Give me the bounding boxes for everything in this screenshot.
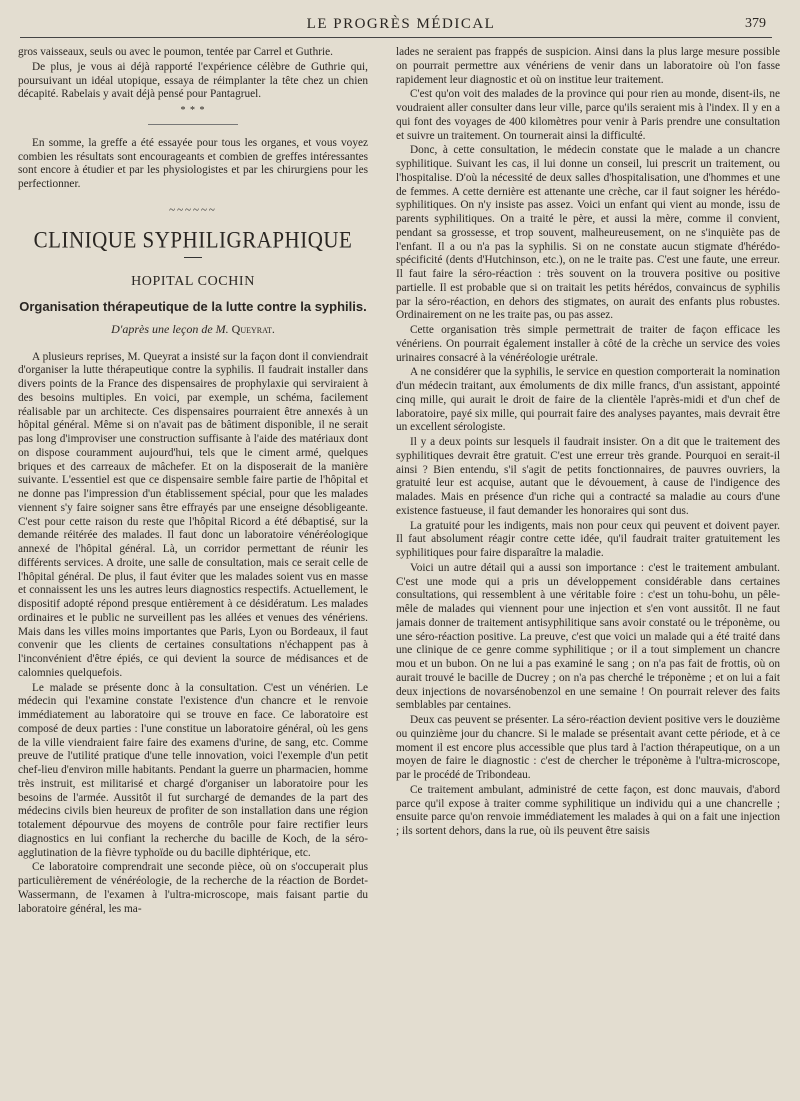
paragraph: Ce traitement ambulant, administré de cette façon, est donc mauvais, d'abord parce qu'il expose à traiter comme syphilitique un individu qui a une chancrelle ; ensuite parce qu'on renvoie immédiatement les malades à qui on a fait une injection ; ils sortent dehors, dans la rue, où ils peuvent être saisis bbox=[396, 783, 780, 837]
divider bbox=[148, 124, 238, 125]
journal-title: LE PROGRÈS MÉDICAL bbox=[306, 16, 496, 32]
byline bbox=[18, 323, 368, 337]
paragraph: C'est qu'on voit des malades de la province qui pour rien au monde, disent-ils, ne voudraient aller consulter dans leur ville, parce qu'ils seraient mis à l'index. Il y en a qui font des voyages de 400 kilomètres pour venir à Paris prendre une consultation et suivre un traitement. On tournerait ainsi la difficulté. bbox=[396, 88, 780, 142]
section-title: CLINIQUE SYPHILIGRAPHIQUE bbox=[33, 225, 353, 253]
paragraph: Voici un autre détail qui a aussi son importance : c'est le traitement ambulant. C'est une mode qui a pris un développement considérable dans certaines consultations, qui ressemblent à une véritable foire : c'est un tohu-bohu, un pêle-mêle de malades qui viennent pour une injection et s'en vont aussitôt. Il ne faut jamais donner de traitement antisyphilitique sans avoir constaté ou le tréponème, ou une séro-réaction positive. La preuve, c'est que voici un malade qui a été traité dans une clinique de ce genre comme syphilitique ; or il a tout simplement un chancre mou et un bubon. On ne lui a pas examiné le sang ; on n'a pas fait de frottis, où on aurait trouvé le bacille de Ducrey ; on n'a pas cherché le tréponème ; et on lui a fait deux injections de novarsénobenzol en une semaine ! On pourrait relever des faits semblables par centaines. bbox=[396, 561, 780, 712]
section-stars: * * * bbox=[180, 105, 206, 116]
hospital-name: HOPITAL COCHIN bbox=[131, 274, 255, 289]
paragraph: Deux cas peuvent se présenter. La séro-réaction devient positive vers le douzième ou quinzième jour du chancre. Si le malade se présentait avant cette période, et à ce moment il est encore plus accessible que plus tard à l'action thérapeutique, on a un moyen de faire le diagnostic : c'est de chercher le tréponème à l'ultra-microscope, par le procédé de Tribondeau. bbox=[396, 714, 780, 781]
right-column bbox=[396, 46, 780, 1086]
page-number: 379 bbox=[745, 16, 766, 31]
paragraph: gros vaisseaux, seuls ou avec le poumon, tentée par Carrel et Guthrie. bbox=[18, 46, 333, 58]
ornament-divider: ~~~~~~ bbox=[169, 203, 217, 216]
byline-author: Queyrat. bbox=[231, 321, 275, 336]
paragraph: De plus, je vous ai déjà rapporté l'expérience célèbre de Guthrie qui, poursuivant un idéal utopique, essaya de réimplanter la tête chez un chien décapité. Rabelais y avait déjà pensé pour Pantagruel. bbox=[18, 60, 368, 101]
paragraph: Il y a deux points sur lesquels il faudrait insister. On a dit que le traitement des syphilitiques devrait être gratuit. C'est une erreur très grande. Pourquoi en serait-il ainsi ? Bien entendu, s'il s'agit de petits fonctionnaires, de pauvres ouvriers, la gratuité leur est acquise, autant que le dévouement, à cause de l'indigence des malades. Mais en présence d'un riche qui a contracté sa maladie au cours d'une existence fastueuse, il faut demander les honoraires qui sont dus. bbox=[396, 436, 780, 517]
header-rule bbox=[20, 37, 772, 38]
paragraph: A plusieurs reprises, M. Queyrat a insisté sur la façon dont il conviendrait d'organiser la lutte thérapeutique contre la syphilis. Il faudrait installer dans divers points de la France des dispensaires de prophylaxie qui serviraient à des besoins multiples. En voici, par exemple, un schéma, facilement réalisable par un architecte. Ces dispensaires pourraient être annexés à un hôpital général. Même si on n'avait pas de bâtiment disponible, il ne serait pas long d'improviser une construction suffisante à l'aide des matériaux dont on dispose couramment aujourd'hui, tels que le ciment armé, quelques briques et des carreaux de mâchefer. Et on la disposerait de la manière suivante. L'essentiel est que ce dispensaire semble faire partie de l'hôpital et ne donne pas l'impression d'un établissement spécial, pour que les malades viennent s'y faire soigner sans être effrayés par une enseigne désobligeante. C'est pour cette raison du reste que l'hôpital Ricord a été débaptisé, sur la demande réitérée des malades. Il faut donc un laboratoire vénéréologique annexé de l'hôpital général. Là, un corridor permettant de réunir les différents services. A droite, une salle de consultation, mais ce serait celle de l'hôpital général. De plus, il faut éviter que les malades soient vus en masse et connaissent les uns les autres leurs diagnostics respectifs. Actuellement, le dispositif adopté répond presque entièrement à ce désidératum. Les malades ordinaires et le public ne surveillent pas les allées et venues des vénériens. Mais dans les villes moins importantes que Paris, Lyon ou Bordeaux, il faut convenir que les clients de certaines consultations n'échappent pas à l'inconvénient d'être épiés, ce qui devient la source de médisances et de calomnies quelquefois. bbox=[18, 350, 368, 679]
paragraph: Cette organisation très simple permettrait de traiter de façon efficace les vénériens. On pourrait également installer à côté de la crèche un service des voies urinaires consacré à la vénéréologie urétrale. bbox=[396, 324, 780, 364]
paragraph: Ce laboratoire comprendrait une seconde pièce, où on s'occuperait plus particulièrement de vénéréologie, de la recherche de la réaction de Bordet-Wassermann, de l'examen à l'ultra-microscope, mais faisant partie du laboratoire général, les ma- bbox=[18, 861, 368, 915]
left-column bbox=[18, 46, 368, 1086]
article-title: Organisation thérapeutique de la lutte contre la syphilis. bbox=[19, 298, 367, 314]
paragraph: lades ne seraient pas frappés de suspicion. Ainsi dans la plus large mesure possible on pourrait permettre aux vénériens de venir dans un laboratoire où l'on fasse rapidement leur diagnostic et où on institue leur traitement. bbox=[396, 46, 780, 86]
paragraph: La gratuité pour les indigents, mais non pour ceux qui peuvent et doivent payer. Il faut absolument réagir contre cette idée, qu'il faudrait traiter gratuitement les syphilitiques pour faire disparaître la maladie. bbox=[396, 519, 780, 559]
running-header bbox=[30, 12, 772, 36]
paragraph: Le malade se présente donc à la consultation. C'est un vénérien. Le médecin qui l'examine constate l'existence d'un chancre et le renvoie immédiatement au laboratoire qui se trouve en face. Ce laboratoire est composé de deux parties : l'une constitue un laboratoire général, où les gens de la ville viendraient faire faire des examens d'urine, de sang, etc. Comme preuve de l'utilité pratique d'une telle innovation, voici l'exemple d'un petit chef-lieu d'environ mille habitants. Pendant la guerre un pharmacien, homme très instruit, est militarisé et chargé d'organiser un laboratoire pour les besoins de l'armée. Aussitôt il fut surchargé de demandes de la part des médecins civils bien heureux de profiter de son installation dans une région totalement dépourvue des moyens de contrôle pour faire rectifier leurs diagnostics en lui confiant la recherche du bacille de Koch, de la séro-agglutination de la fièvre typhoïde ou du bacille diphtérique, etc. bbox=[18, 681, 368, 859]
paragraph: A ne considérer que la syphilis, le service en question comporterait la nomination d'un médecin traitant, aux émoluments de dix mille francs, d'un assistant, appointé cinq mille, qui aurait le droit de faire de la clientèle l'après-midi et d'un chef de laboratoire, payé six mille, qui pourrait faire des analyses payantes, mais devrait être un excellent sérologiste. bbox=[396, 366, 780, 434]
paragraph: Donc, à cette consultation, le médecin constate que le malade a un chancre syphilitique. Suivant les cas, il lui donne un conseil, lui prescrit un traitement, ou l'hospitalise. D'où la nécessité de deux salles d'hospitalisation, une d'hommes et une de femmes. A cette dernière est attenante une crèche, car il faut soigner les hérédo-syphilitiques. On n'y insiste pas assez. Voici un enfant qui vient au monde, issu de parents syphilitiques. On a traité le père, et aussi la mère, comme il convient, pendant sa grossesse, et trop souvent, malheureusement, on ne s'inquiète pas de l'enfant. Il a ou n'a pas la syphilis. Si on ne constate aucun stigmate d'hérédo-spécificité (dents d'Hutchinson, etc.), on ne le traite pas. C'est une faute, une erreur. Il faut faire la séro-réaction : très souvent on la trouvera positive ou positive partielle. Il est probable que si on traitait les petits hérédos, convaincus de syphilis par la séro-réaction, en dehors des stigmates, on aurait des enfants plus robustes. Ordinairement on ne les traite pas, ou pas assez. bbox=[396, 144, 780, 322]
byline-prefix: D'après une leçon de M. bbox=[111, 321, 229, 336]
paragraph: En somme, la greffe a été essayée pour tous les organes, et vous voyez combien les résultats sont encourageants et combien de greffes intéressantes sont encore à étudier et par les physiologistes et par les chirurgiens pour les perfectionner. bbox=[18, 136, 368, 190]
